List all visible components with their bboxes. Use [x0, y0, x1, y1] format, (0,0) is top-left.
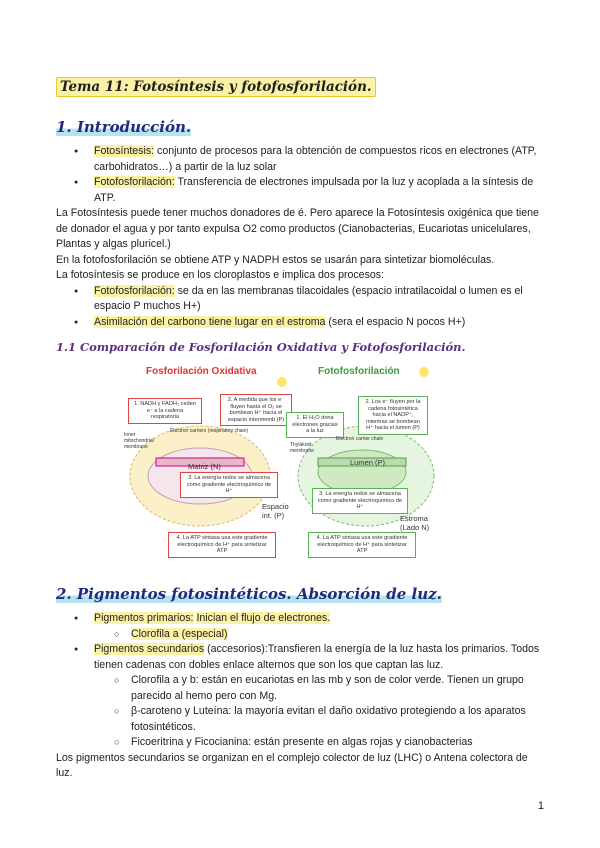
paragraph: La fotosíntesis se produce en los cloroplastos e implica dos procesos: — [56, 269, 384, 281]
matrix-label: Matriz (N) — [188, 462, 221, 471]
inner-membrane-label: Inner mitochondrial membrane — [124, 432, 154, 450]
left-step-3: 3. La energía redox se almacena como gradiente electroquímico de H⁺ — [180, 472, 278, 498]
right-step-3: 3. La energía redox se almacena como gradiente electroquímico de H⁺ — [312, 488, 408, 514]
sub-list-item: ○ β-caroteno y Luteína: la mayoría evitan el daño oxidativo protegiendo a los aparatos fotosintéticos. — [56, 704, 546, 735]
section-1-heading: 1. Introducción. — [56, 118, 192, 136]
section-2-heading: 2. Pigmentos fotosintéticos. Absorción de luz. — [56, 585, 442, 603]
sub-list-item: ○ Clorofila a y b: están en eucariotas en las mb y son de color verde. Tienen un grupo parecido al hemo pero con Mg. — [56, 673, 546, 704]
left-figure-title: Fosforilación Oxidativa — [146, 366, 257, 377]
list-item: ● Pigmentos secundarios (accesorios):Transfieren la energía de la luz hasta los primarios. Todos tienen cadenas con dobles enlace alternos que son los que captan las luz. — [56, 642, 546, 673]
right-figure-title: Fotofosforilación — [318, 366, 400, 377]
right-step-1: 1. El H₂O dona electrones gracias a la luz — [286, 412, 344, 438]
list-item: ● Fotofosforilación: Transferencia de electrones impulsada por la luz y acoplada a la síntesis de ATP. — [56, 175, 546, 206]
chain-label: Electron carriers (respiratory chain) — [170, 428, 249, 434]
right-step-2: 2. Los e⁻ fluyen por la cadena fotosintética hacia el NADP⁺, mientras se bombean H⁺ hacia el lumen (P) — [358, 396, 428, 435]
right-step-4: 4. La ATP sintasa usa este gradiente electroquímico de H⁺ para sintetizar ATP — [308, 532, 416, 558]
comparison-diagram — [122, 362, 440, 568]
list-item: ● Asimilación del carbono tiene lugar en el estroma (sera el espacio N pocos H+) — [56, 315, 546, 331]
thylakoid-label: Thylakoid membrane — [290, 442, 314, 454]
intermembrane-label: Espacio int. (P) — [262, 502, 289, 520]
page-number: 1 — [537, 800, 544, 812]
left-step-1: 1. NADH y FADH₂ ceden e⁻ a la cadena respiratoria — [128, 398, 202, 424]
left-step-4: 4. La ATP sintasa usa este gradiente electroquímico de H⁺ para sintetizar ATP — [168, 532, 276, 558]
stroma-label: Estroma (Lado N) — [400, 514, 430, 532]
paragraph: En la fotofosforilación se obtiene ATP y NADPH estos se usarán para sintetizar biomoléculas. — [56, 253, 495, 266]
sub-list-item: ○ Ficoeritrina y Ficocianina: están presente en algas rojas y cianobacterias — [56, 735, 546, 751]
section-2-body — [56, 611, 546, 782]
list-item: ● Fotofosforilación: se da en las membranas tilacoidales (espacio intratilacoidal o lumen es el espacio P muchos H+) — [56, 284, 546, 315]
lumen-label: Lumen (P) — [350, 458, 386, 467]
page-title: Tema 11: Fotosíntesis y fotofosforilación. — [56, 77, 376, 97]
paragraph: Los pigmentos secundarios se organizan en el complejo colector de luz (LHC) o Antena colectora de luz. — [56, 751, 528, 779]
section-1-1-heading: 1.1 Comparación de Fosforilación Oxidativa y Fotofosforilación. — [56, 340, 466, 354]
section-1-body — [56, 144, 546, 330]
carrier-chain-label: Electron carrier chain — [336, 436, 384, 442]
paragraph: La Fotosíntesis puede tener muchos donadores de é. Pero aparece la Fotosíntesis oxigénica que tiene de donador el agua y por tanto expulsa O2 como productos (Cianobacterias, Eucariotas unicelulares, Plantas y algas pluricel.) — [56, 207, 539, 250]
sub-list-item: ○ Clorofila a (especial) — [56, 627, 546, 643]
list-item: ● Pigmentos primarios: Inician el flujo de electrones. — [56, 611, 546, 627]
left-step-2: 2. A medida que los e⁻ fluyen hasta el O₂ se bombean H⁺ hacia el espacio intermemb (P) — [220, 394, 292, 426]
list-item: ● Fotosíntesis: conjunto de procesos para la obtención de compuestos ricos en electrones (ATP, carbohidratos…) a partir de la luz solar — [56, 144, 546, 175]
